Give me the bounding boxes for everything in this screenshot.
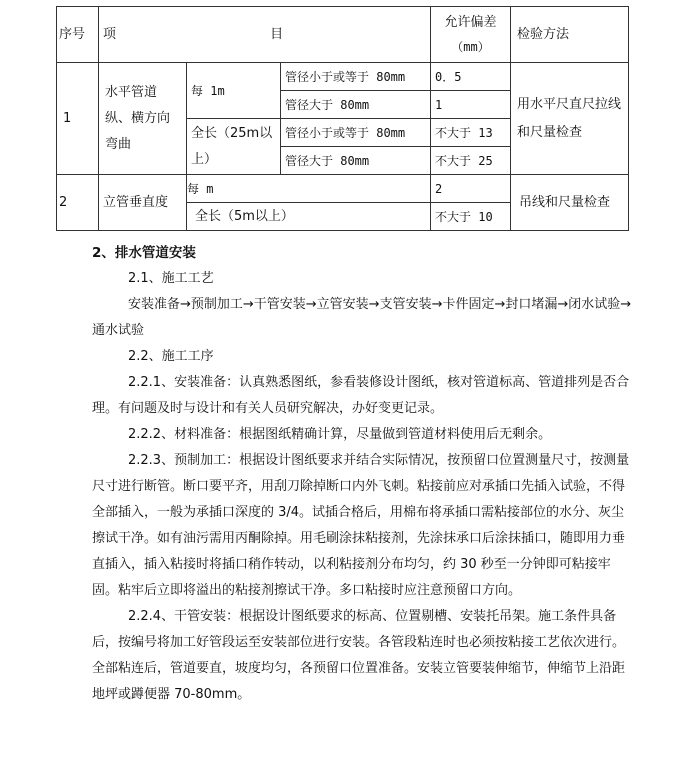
header-item [99,7,431,63]
table-row [57,63,629,91]
row1-val3: 不大于 13 [431,119,511,147]
header-method: 检验方法 [511,7,629,63]
row1-cond3: 管径小于或等于 80mm [281,119,431,147]
row1-val1: 0．5 [431,63,511,91]
header-no: 序号 [57,7,99,63]
paragraph-2-2-4: 2.2.4、干管安装：根据设计图纸要求的标高、位置剔槽、安装托吊架。施工条件具备后，按编号将加工好管段运至安装部位进行安装。各管段粘连时也必须按粘接工艺依次进行。全部粘连后，管道要直，坡度均匀，各预留口位置准备。安装立管要装伸缩节，伸缩节上沿距地坪或蹲便器 70-80mm。 [92,609,626,702]
row2-method: 吊线和尺量检查 [511,175,629,231]
paragraph-2-2-2: 2.2.2、材料准备：根据图纸精确计算，尽量做到管道材料使用后无剩余。 [128,427,552,442]
row2-no: 2 [57,175,99,231]
table-header-row [57,7,629,63]
row1-sub2: 全长（25m以上） [187,119,281,175]
subsection-2-1: 2.1、施工工艺 [128,271,214,286]
row1-cond2: 管径大于 80mm [281,91,431,119]
paragraph-2-2-1: 2.2.1、安装准备：认真熟悉图纸，参看装修设计图纸，核对管道标高、管道排列是否合理。有问题及时与设计和有关人员研究解决，办好变更记录。 [92,375,630,416]
row1-no: 1 [57,63,99,175]
header-item-a: 项 [103,26,117,42]
row1-cond1: 管径小于或等于 80mm [281,63,431,91]
row1-method: 用水平尺直尺拉线和尺量检查 [511,63,629,175]
row2-val1: 2 [431,175,511,203]
process-flow: 安装准备→预制加工→干管安装→立管安装→支管安装→卡件固定→封口堵漏→闭水试验→通水试验 [92,297,632,338]
document-body [92,240,632,708]
row2-sub1: 每 m [187,175,431,203]
header-item-b: 目 [270,26,284,42]
header-tolerance [431,7,511,63]
row1-val2: 1 [431,91,511,119]
subsection-2-2: 2.2、施工工序 [128,349,214,364]
paragraph-2-2-3: 2.2.3、预制加工：根据设计图纸要求并结合实际情况，按预留口位置测量尺寸，按测量尺寸进行断管。断口要平齐，用刮刀除掉断口内外飞刺。粘接前应对承插口先插入试验，不得全部插入，一般为承插口深度的 3/4。试插合格后，用棉布将承插口需粘接部位的水分、灰尘擦试干净。如有油污需用丙酮除掉。用毛刷涂抹粘接剂，先涂抹承口后涂抹插口，随即用力垂直插入，插入粘接时将插口稍作转动，以利粘接剂分布均匀，约 30 秒至一分钟即可粘接牢固。粘牢后立即将溢出的粘接剂擦试干净。多口粘接时应注意预留口方向。 [92,453,630,598]
row1-name: 水平管道纵、横方向弯曲 [99,63,187,175]
row1-sub1: 每 1m [187,63,281,119]
row2-name: 立管垂直度 [99,175,187,231]
header-tolerance-line2: （mm） [451,39,490,54]
table-row [57,175,629,203]
row2-sub2: 全长（5m以上） [187,203,431,231]
header-tolerance-line1: 允许偏差 [444,14,497,30]
section-heading: 2、排水管道安装 [92,245,196,261]
row1-val4: 不大于 25 [431,147,511,175]
row2-val2: 不大于 10 [431,203,511,231]
row1-cond4: 管径大于 80mm [281,147,431,175]
inspection-table [56,6,629,231]
